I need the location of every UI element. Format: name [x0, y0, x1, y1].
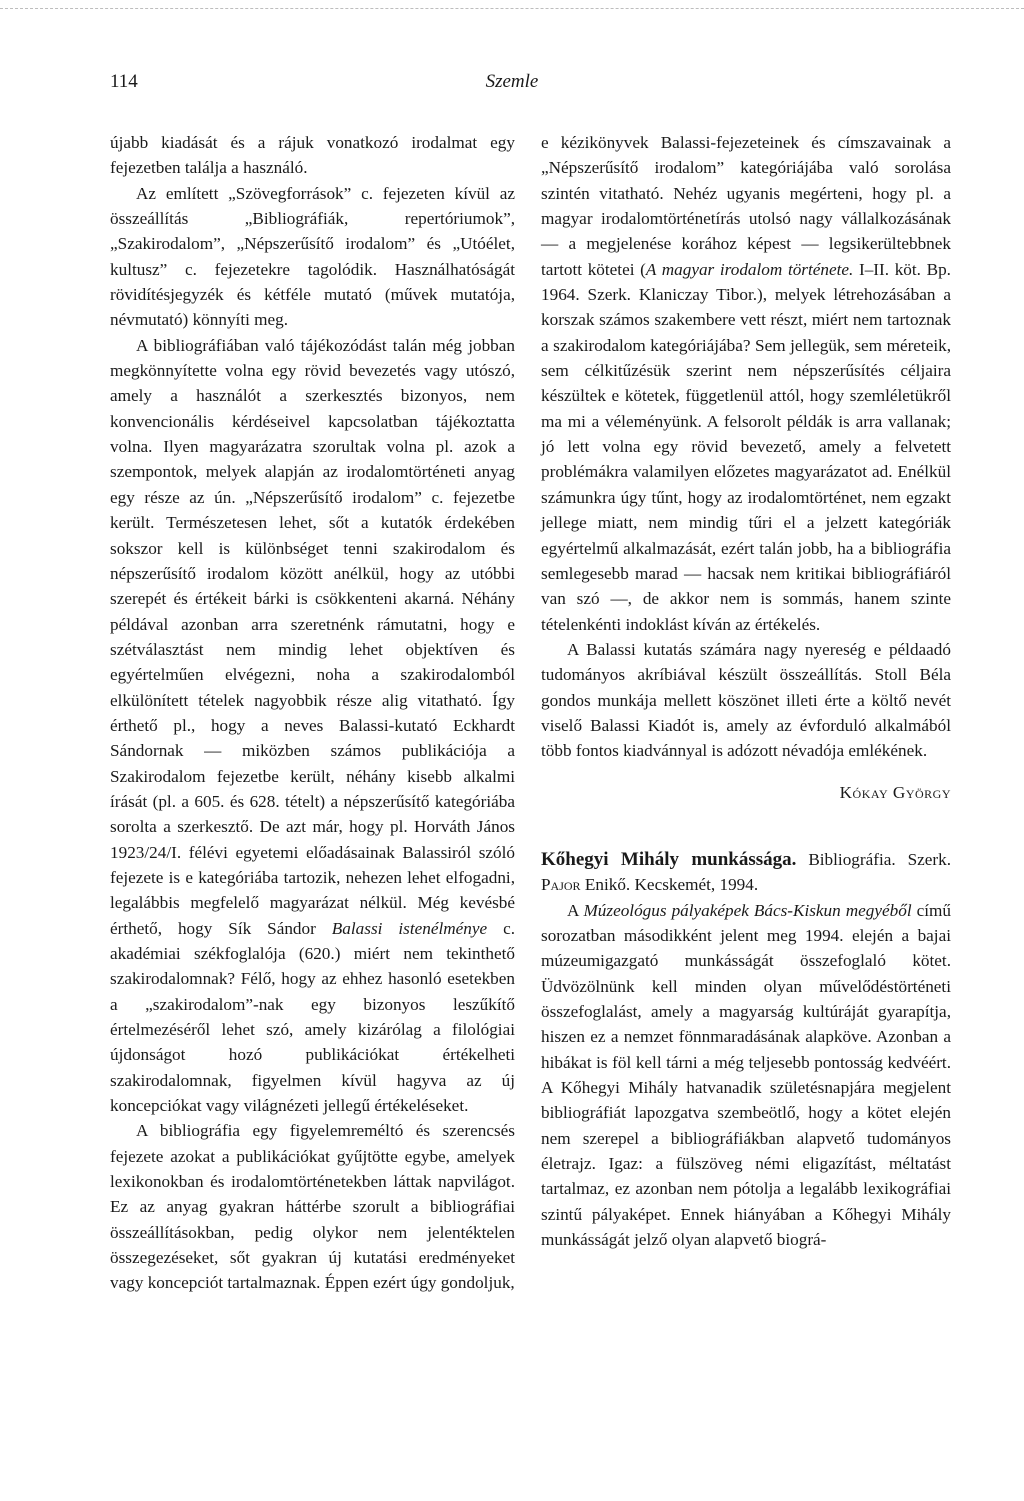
text-run: I–II. köt. Bp. 1964. Szerk. Klaniczay Tibor.), melyek létrehozásában a korszak számos szakembere vett részt, miért nem tartoznak a szakirodalom kategóriájába? Sem jellegük, sem méreteik, sem célkitűzésük szerint nem népszerűsítés céljaira készültek e kötetek, függetlenül attól, hogy szemléletükről ma mi a véleményünk. A felsorolt példák is arra vallanak; jó lett volna egy rövid bevezető, amely a felvetett problémákra valamilyen előzetes magyarázatot ad. Enélkül számunkra úgy tűnt, hogy az irodalomtörténet, nem egzakt jellege miatt, nem mindig tűri el a jelzett kategóriák egyértelmű alkalmazását, ezért talán jobb, ha a bibliográfia semlegesebb marad — hacsak nem kritikai bibliográfiáról van szó —, de akkor nem is sommás, hanem szinte tételenkénti indoklást kíván az értékelés.: [541, 259, 951, 634]
paragraph: A Balassi kutatás számára nagy nyereség e példaadó tudományos akríbiával készült összeállítás. Stoll Béla gondos munkája mellett köszönet illeti érte a költő nevét viselő Balassi Kiadót is, amely az évforduló alkalmából több fontos kiadvánnyal is adózott névadója emlékének.: [541, 639, 951, 761]
text-run: Enikő. Kecskemét, 1994.: [580, 875, 759, 895]
italic-title: Múzeológus pályaképek Bács-Kiskun megyéből: [583, 900, 912, 920]
text-run: c. akadémiai székfoglalója (620.) miért nem tekinthető szakirodalomnak? Félő, hogy az ehhez hasonló esetekben a „szakirodalom”-nak egy bizonyos leszűkítő értelmezéséről lehet szó, amely kizárólag a filológiai újdonságot hozó publikációkat értékelheti szakirodalomnak, figyelmen kívül hagyva az új koncepciókat vagy világnézeti jellegű értékeléseket.: [110, 918, 515, 1116]
book-title: Kőhegyi Mihály munkássága.: [541, 848, 797, 870]
paragraph: Az említett „Szövegforrások” c. fejezeten kívül az összeállítás „Bibliográfiák, repertóriumok”, „Szakirodalom”, „Népszerűsítő irodalom” és „Utóélet, kultusz” c. fejezetekre tagolódik. Használhatóságát rövidítésjegyzék és kétféle mutató (művek mutatója, névmutató) könnyíti meg.: [110, 183, 515, 330]
paragraph: [541, 898, 951, 1253]
paragraph: újabb kiadását és a rájuk vonatkozó irodalmat egy fejezetben találja a használó.: [110, 133, 515, 178]
text-run: e kézikönyvek Balassi-fejezeteinek és címszavainak a „Népszerűsítő irodalom” kategóriájába való sorolása szintén vitatható. Nehéz ugyanis megérteni, hogy pl. a magyar irodalomtörténetírás utolsó nagy vállalkozásának — a megjelenése korához képest — legsikerültebbnek tartott kötetei (: [541, 133, 951, 279]
italic-title: Balassi istenélménye: [331, 918, 488, 938]
right-column: [541, 130, 951, 1252]
text-run: Bibliográfia. Szerk.: [796, 849, 951, 869]
text-run: A bibliográfiában való tájékozódást talán még jobban megkönnyítette volna egy rövid bevezetés vagy utószó, amely a használót a szerkesztés bizonyos, nem konvencionális kérdéseivel kapcsolatban tájékoztatta volna. Ilyen magyarázatra szorultak volna pl. azok a szempontok, melyek alapján az irodalomtörténeti anyag egy része az ún. „Népszerűsítő irodalom” c. fejezetbe került. Természetesen lehet, sőt a kutatók érdekében sokszor kell is különbséget tenni szakirodalom és népszerűsítő irodalom között anélkül, hogy az utóbbi szerepét és értékeit bárki is csökkenteni akarná. Néhány példával azonban arra szeretnénk rámutatni, hogy e szétválasztást nem mindig lehet objektíven és egyértelműen elvégezni, noha a szakirodalomból elkülönített tételek nagyobbik része alig vitatható. Így érthető pl., hogy a neves Balassi-kutató Eckhardt Sándornak — miközben számos publikációja a Szakirodalom fejezetbe került, néhány kisebb alkalmi írását (pl. a 605. és 628. tételt) a népszerűsítő kategóriába sorolta a szerkesztő. De azt már, hogy pl. Horváth János 1923/24/I. félévi egyetemi előadásainak Balassiról szóló fejezete is e kategóriába tartozik, nehezen lehet elfogadni, legalábbis megfelelő magyarázat nélkül. Még kevésbé érthető, hogy Sík Sándor: [110, 335, 515, 938]
paragraph: [110, 333, 515, 1119]
paragraph: [541, 130, 951, 637]
text-run: A: [567, 900, 584, 920]
text-run: című sorozatban másodikként jelent meg 1994. elején a bajai múzeumigazgató munkásságát összefoglaló kötet. Üdvözölnünk kell minden olyan művelődéstörténeti összefoglalást, amely a magyarság kultúráját gyarapítja, hiszen ez a nemzet fönnmaradásának alapköve. Azonban a hibákat is föl kell tárni a még teljesebb pontosság kedvéért. A Kőhegyi Mihály hatvanadik születésnapjára megjelent bibliográfiát lapozgatva szembeötlő, hogy a kötet elején nem szerepel a bibliográfiákban alapvető tudományos életrajz. Igaz: a fülszöveg némi eligazítást, méltatást tartalmaz, ez azonban nem pótolja a legalább lexikográfiai szintű pályaképet. Ennek hiányában a Kőhegyi Mihály munkásságát jelző olyan alapvető biográ-: [541, 900, 952, 1250]
review-heading: [541, 847, 951, 898]
author-signature: Kókay György: [839, 782, 951, 802]
italic-title: A magyar irodalom története.: [645, 259, 854, 279]
page-number: 114: [110, 71, 138, 92]
paragraph: A bibliográfia egy figyelemreméltó és szerencsés fejezete azokat a publikációkat gyűjtötte egybe, amelyek lexikonokban és irodalomtörténetekben láttak napvilágot. Ez az anyag gyakran háttérbe szorult a bibliográfiai összeállításokban, pedig olykor nem jelentéktelen összegezéseket, sőt gyakran új kutatási eredményeket vagy koncepciót tartalmaznak. Éppen ezért úgy gondoljuk,: [110, 1121, 515, 1293]
left-column: [110, 130, 515, 1296]
scan-top-edge: [0, 8, 1024, 9]
editor-surname: Pajor: [541, 875, 581, 895]
running-title: Szemle: [485, 71, 539, 92]
